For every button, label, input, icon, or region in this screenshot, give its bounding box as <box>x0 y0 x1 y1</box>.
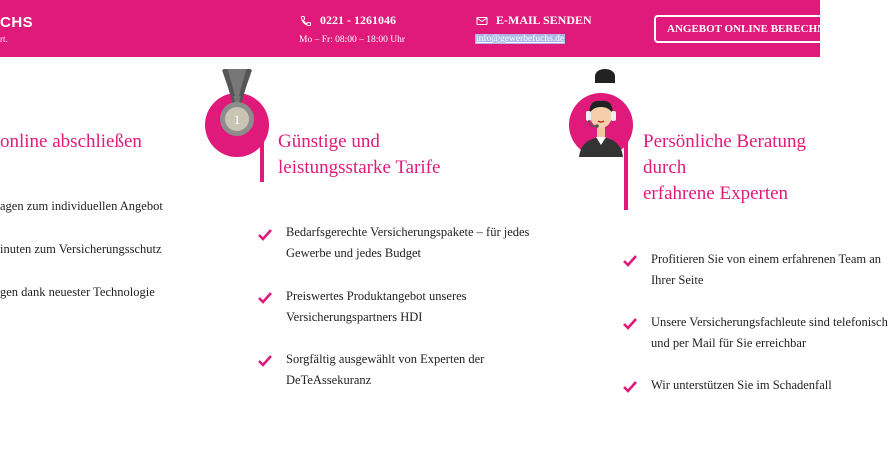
column-3-item-line: und per Mail für Sie erreichbar <box>651 336 807 350</box>
column-2-item-line: Versicherungspartners HDI <box>286 310 423 324</box>
calculate-offer-button[interactable]: ANGEBOT ONLINE BERECHNEN <box>654 15 844 43</box>
column-2-item-line: Bedarfsgerechte Versicherungspakete – für jedes <box>286 225 530 239</box>
column-1-item: gen dank neuester Technologie <box>0 285 155 299</box>
column-3-item-line: Profitieren Sie von einem erfahrenen Team an <box>651 252 882 266</box>
mail-link[interactable] <box>476 13 592 28</box>
svg-text:1: 1 <box>233 112 241 127</box>
opening-hours: Mo – Fr: 08:00 – 18:00 Uhr <box>299 35 406 45</box>
phone-icon <box>300 15 312 27</box>
check-icon <box>623 318 637 330</box>
column-3-item <box>651 249 881 291</box>
column-1-title <box>0 129 142 155</box>
check-icon <box>258 229 272 241</box>
medal-ribbon <box>205 70 269 100</box>
column-2-title-line: leistungsstarke Tarife <box>278 157 441 178</box>
column-3-item <box>651 312 888 354</box>
column-2-title <box>278 129 440 181</box>
column-2-item <box>286 349 484 391</box>
column-3-title-accent <box>624 130 628 210</box>
phone-number: 0221 - 1261046 <box>320 13 396 27</box>
check-icon <box>258 292 272 304</box>
column-3-title-line: erfahrene Experten <box>643 183 789 204</box>
column-2-item-line: DeTeAssekuranz <box>286 373 372 387</box>
brand-tagline: rt. <box>0 34 8 44</box>
column-2-item-line: Gewerbe und jedes Budget <box>286 246 422 260</box>
check-icon <box>258 355 272 367</box>
column-2-item-line: Preiswertes Produktangebot unseres <box>286 289 467 303</box>
column-1-item: inuten zum Versicherungsschutz <box>0 242 162 256</box>
agent-hair-bun <box>595 69 615 83</box>
check-icon <box>623 381 637 393</box>
column-3-title <box>643 129 806 207</box>
brand-logo[interactable]: CHS <box>0 14 34 31</box>
column-2-title-line: Günstige und <box>278 131 380 152</box>
column-2-item-line: Sorgfältig ausgewählt von Experten der <box>286 352 485 366</box>
mail-address[interactable]: info@gewerbefuchs.de <box>476 34 565 44</box>
envelope-icon <box>476 15 488 27</box>
column-3-title-line: Persönliche Beratung <box>643 131 807 152</box>
column-3-title-line: durch <box>643 157 687 178</box>
column-3-item-line: Unsere Versicherungsfachleute sind telefonisch <box>651 315 888 329</box>
column-3-item-line: Ihrer Seite <box>651 273 704 287</box>
column-2-item <box>286 222 529 264</box>
column-2-item <box>286 286 467 328</box>
column-1-title-line: online abschließen <box>0 131 142 152</box>
column-2-title-accent <box>260 130 264 182</box>
check-icon <box>623 255 637 267</box>
phone-link[interactable] <box>300 13 396 28</box>
column-3-item: Wir unterstützen Sie im Schadenfall <box>651 378 832 392</box>
site-header <box>0 0 841 57</box>
mail-label: E-MAIL SENDEN <box>496 13 592 27</box>
column-1-item: agen zum individuellen Angebot <box>0 199 163 213</box>
